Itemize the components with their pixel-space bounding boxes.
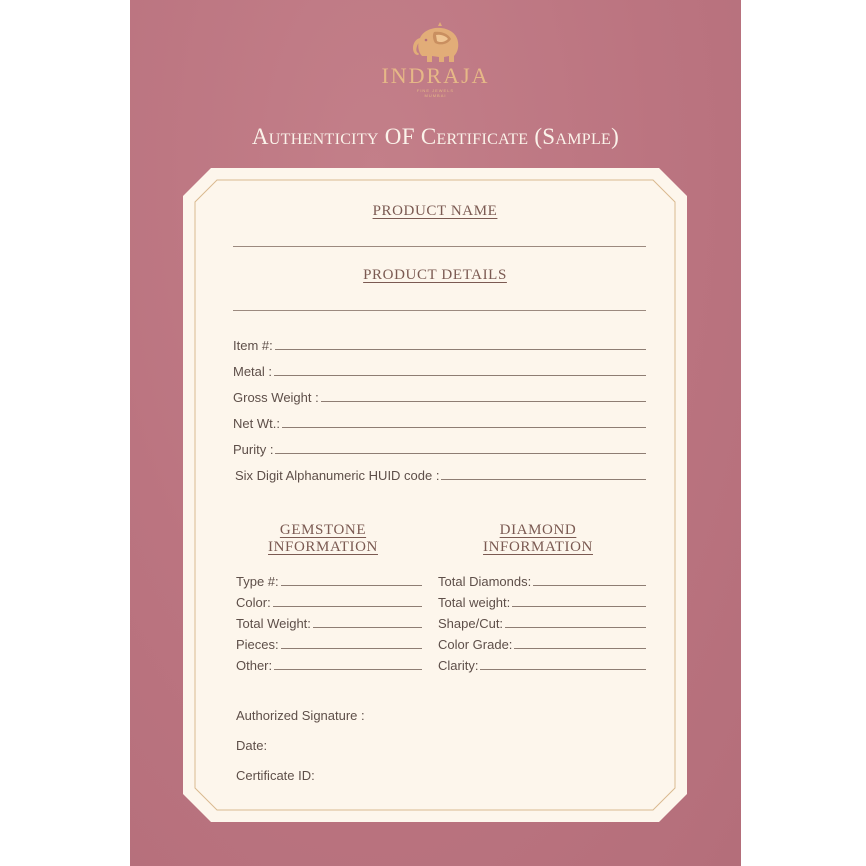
net-weight-field[interactable] [233, 416, 646, 431]
field-label: Gross Weight : [233, 390, 319, 405]
brand-logo [130, 22, 741, 98]
diamond-heading [463, 522, 613, 556]
gemstone-heading [248, 522, 398, 556]
gemstone-heading-line-1: GEMSTONE [279, 522, 367, 538]
gemstone-total-weight-field[interactable] [236, 616, 422, 631]
field-label: Other: [236, 658, 273, 673]
field-label: Pieces: [236, 637, 279, 652]
authorized-signature-label: Authorized Signature : [236, 708, 365, 723]
diamond-clarity-field[interactable] [438, 658, 646, 673]
diamond-heading-line-2: INFORMATION [483, 539, 593, 555]
total-diamonds-field[interactable] [438, 574, 646, 589]
field-label: Clarity: [438, 658, 479, 673]
gemstone-other-field[interactable] [236, 658, 422, 673]
field-label: Net Wt.: [233, 416, 280, 431]
purity-field[interactable] [233, 442, 646, 457]
product-details-heading: PRODUCT DETAILS [363, 267, 507, 283]
elephant-icon [408, 22, 464, 64]
diamond-total-weight-field[interactable] [438, 595, 646, 610]
gemstone-color-field[interactable] [236, 595, 422, 610]
field-label: Total Weight: [236, 616, 311, 631]
certificate-sheet [130, 0, 741, 866]
certificate-id-label: Certificate ID: [236, 768, 315, 783]
diamond-shape-cut-field[interactable] [438, 616, 646, 631]
field-label: Purity : [233, 442, 274, 457]
brand-tagline-city: MUMBAI [424, 93, 447, 98]
field-label: Six Digit Alphanumeric HUID code : [235, 468, 440, 483]
field-label: Item #: [233, 338, 273, 353]
field-label: Metal : [233, 364, 273, 379]
gross-weight-field[interactable] [233, 390, 646, 405]
field-label: Color: [236, 595, 271, 610]
page-title: Authenticity OF Certificate (Sample) [251, 124, 620, 149]
gemstone-heading-line-2: INFORMATION [268, 539, 378, 555]
field-label: Total weight: [438, 595, 511, 610]
product-name-line[interactable] [233, 246, 646, 247]
date-label: Date: [236, 738, 268, 753]
huid-code-field[interactable] [235, 468, 646, 483]
item-number-field[interactable] [233, 338, 646, 353]
field-label: Total Diamonds: [438, 574, 532, 589]
brand-tagline: FINE JEWELS [416, 88, 455, 93]
gemstone-type-field[interactable] [236, 574, 422, 589]
field-label: Type #: [236, 574, 279, 589]
brand-name: INDRAJA [381, 63, 490, 88]
metal-field[interactable] [233, 364, 646, 379]
field-label: Shape/Cut: [438, 616, 504, 631]
product-name-heading: PRODUCT NAME [372, 203, 498, 219]
certificate-card [183, 168, 687, 822]
product-details-line[interactable] [233, 310, 646, 311]
gemstone-pieces-field[interactable] [236, 637, 422, 652]
field-label: Color Grade: [438, 637, 513, 652]
diamond-heading-line-1: DIAMOND [499, 522, 577, 538]
diamond-color-grade-field[interactable] [438, 637, 646, 652]
